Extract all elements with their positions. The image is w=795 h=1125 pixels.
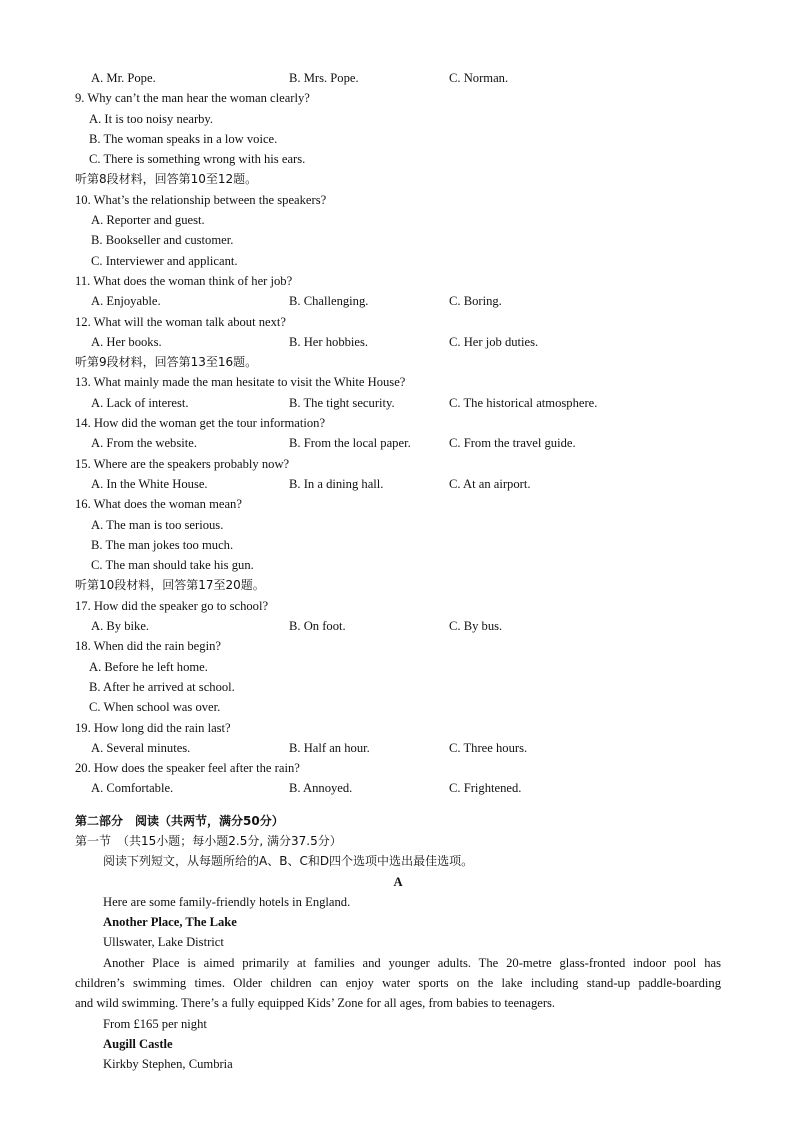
q12-stem: 12. What will the woman talk about next? — [75, 314, 287, 329]
reading-instruction: 阅读下列短文，从每题所给的A、B、C和D四个选项中选出最佳选项。 — [103, 854, 474, 869]
q15-stem: 15. Where are the speakers probably now? — [75, 456, 290, 471]
hotel-2-name: Augill Castle — [103, 1036, 173, 1051]
q19-option-a: A. Several minutes. — [91, 740, 191, 755]
q8-option-c: C. Norman. — [449, 71, 509, 85]
q13-option-c: C. The historical atmosphere. — [449, 395, 598, 410]
q8-options — [75, 68, 721, 88]
hotel-1-name: Another Place, The Lake — [103, 915, 237, 930]
q18-option-a: A. Before he left home. — [89, 659, 208, 674]
q18-option-c: C. When school was over. — [89, 700, 221, 715]
hotel-2-location: Kirkby Stephen, Cumbria — [103, 1057, 233, 1072]
q18-stem: 18. When did the rain begin? — [75, 639, 221, 654]
q20-options — [75, 778, 721, 798]
q17-option-b: B. On foot. — [289, 619, 346, 634]
q20-option-a: A. Comfortable. — [91, 781, 174, 796]
q15-option-c: C. At an airport. — [449, 476, 531, 491]
section-8-heading: 听第8段材料，回答第10至12题。 — [75, 172, 258, 187]
section-10-heading: 听第10段材料，回答第17至20题。 — [75, 578, 265, 593]
section-1-title: 第一节 （共15小题；每小题2.5分, 满分37.5分） — [75, 833, 342, 848]
q19-option-b: B. Half an hour. — [289, 740, 370, 755]
q13-option-b: B. The tight security. — [289, 395, 395, 410]
q11-option-a: A. Enjoyable. — [91, 294, 161, 309]
q14-option-b: B. From the local paper. — [289, 436, 411, 451]
q13-option-a: A. Lack of interest. — [91, 395, 189, 410]
q12-option-a: A. Her books. — [91, 334, 162, 349]
q15-options — [75, 474, 721, 494]
q10-option-a: A. Reporter and guest. — [91, 213, 205, 228]
q11-option-c: C. Boring. — [449, 294, 502, 309]
q17-stem: 17. How did the speaker go to school? — [75, 598, 269, 613]
q17-option-c: C. By bus. — [449, 619, 503, 634]
q20-option-c: C. Frightened. — [449, 781, 522, 796]
q8-option-b: B. Mrs. Pope. — [289, 71, 359, 85]
q12-option-c: C. Her job duties. — [449, 334, 539, 349]
q14-options — [75, 433, 721, 453]
q11-stem: 11. What does the woman think of her job? — [75, 273, 293, 288]
q16-option-b: B. The man jokes too much. — [91, 537, 234, 552]
q9-option-c: C. There is something wrong with his ears. — [89, 152, 306, 167]
q17-option-a: A. By bike. — [91, 619, 150, 634]
q17-options — [75, 616, 721, 636]
q10-option-b: B. Bookseller and customer. — [91, 233, 234, 248]
hotel-1-location: Ullswater, Lake District — [103, 935, 224, 950]
q9-option-a: A. It is too noisy nearby. — [89, 111, 214, 126]
q16-stem: 16. What does the woman mean? — [75, 497, 242, 512]
q18-option-b: B. After he arrived at school. — [89, 679, 235, 694]
q8-option-a: A. Mr. Pope. — [91, 71, 156, 85]
q9-option-b: B. The woman speaks in a low voice. — [89, 131, 278, 146]
passage-label: A — [393, 874, 403, 889]
q12-options — [75, 332, 721, 352]
q20-option-b: B. Annoyed. — [289, 781, 353, 796]
q16-option-a: A. The man is too serious. — [91, 517, 224, 532]
q20-stem: 20. How does the speaker feel after the rain? — [75, 761, 300, 776]
q14-stem: 14. How did the woman get the tour information? — [75, 416, 326, 431]
q19-option-c: C. Three hours. — [449, 740, 528, 755]
hotel-1-price: From £165 per night — [103, 1016, 207, 1031]
q10-stem: 10. What’s the relationship between the speakers? — [75, 192, 327, 207]
q13-stem: 13. What mainly made the man hesitate to visit the White House? — [75, 375, 406, 390]
q12-option-b: B. Her hobbies. — [289, 334, 369, 349]
q11-options — [75, 291, 721, 311]
q10-option-c: C. Interviewer and applicant. — [91, 253, 238, 268]
q13-options — [75, 393, 721, 413]
hotel-1-desc-line-3: and wild swimming. There’s a fully equipped Kids’ Zone for all ages, from babies to teenagers. — [75, 996, 556, 1011]
hotel-1-desc-line-1: Another Place is aimed primarily at families and younger adults. The 20-metre glass-fronted indoor pool has — [103, 955, 721, 970]
q19-options — [75, 738, 721, 758]
q14-option-c: C. From the travel guide. — [449, 436, 576, 451]
q15-option-b: B. In a dining hall. — [289, 476, 384, 491]
hotel-1-desc-line-2: children’s swimming times. Older children can enjoy water sports on the lake including stand-up paddle-boarding — [75, 976, 721, 991]
section-9-heading: 听第9段材料，回答第13至16题。 — [75, 355, 258, 370]
passage-intro: Here are some family-friendly hotels in England. — [103, 894, 351, 909]
part-2-title: 第二部分 阅读（共两节，满分50分） — [75, 813, 284, 828]
q15-option-a: A. In the White House. — [91, 476, 208, 491]
q19-stem: 19. How long did the rain last? — [75, 720, 231, 735]
q14-option-a: A. From the website. — [91, 436, 197, 451]
q9-stem: 9. Why can’t the man hear the woman clearly? — [75, 91, 310, 106]
q11-option-b: B. Challenging. — [289, 294, 369, 309]
document-page — [75, 68, 721, 1075]
q16-option-c: C. The man should take his gun. — [91, 558, 254, 573]
